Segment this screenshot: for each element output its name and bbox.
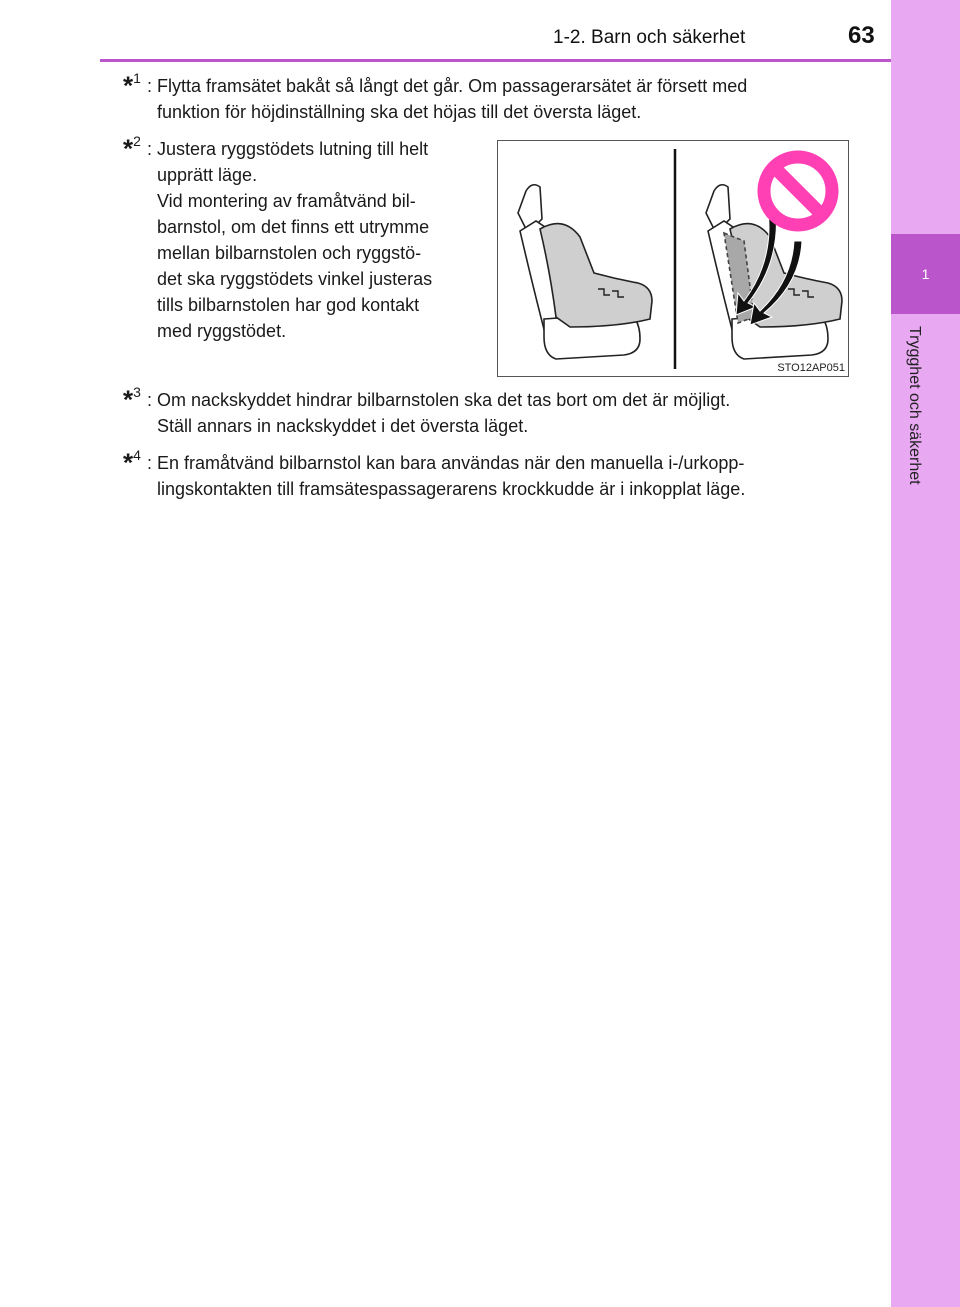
- prohibition-icon: [764, 157, 832, 225]
- note-2: *$^2$ : Justera ryggstödets lutning till helt upprätt läge. Vid montering av framåtvänd bil- barnstol, om det finns ett utrymme mellan bilbarnstolen och ryggstö- det ska ryggstödets vinkel justeras tills bilbarnstolen har god kontakt med ryggstödet.: [157, 136, 477, 344]
- note-line: tills bilbarnstolen har god kontakt: [157, 295, 420, 315]
- page-number: 63: [848, 22, 875, 49]
- chapter-title: Trygghet och säkerhet: [906, 326, 923, 485]
- note-line: med ryggstödet.: [157, 321, 287, 341]
- note-line: Vid montering av framåtvänd bil-: [157, 191, 416, 211]
- note-line: Justera ryggstödets lutning till helt: [157, 139, 429, 159]
- note-line: Om nackskyddet hindrar bilbarnstolen ska det tas bort om det är möjligt.: [157, 390, 731, 410]
- note-marker: *$^4$: [123, 447, 141, 478]
- child-seat: [540, 224, 652, 327]
- note-line: det ska ryggstödets vinkel justeras: [157, 269, 433, 289]
- seat-correct: [518, 185, 652, 359]
- note-1: *$^1$ : Flytta framsätet bakåt så långt det går. Om passagerarsätet är försett med funktion för höjdinställning ska det höjas till det översta läget.: [157, 73, 857, 125]
- note-marker: *$^3$: [123, 384, 141, 415]
- chapter-tab: [891, 234, 960, 314]
- note-line: Flytta framsätet bakåt så långt det går. Om passagerarsätet är försett med: [157, 76, 748, 96]
- note-line: mellan bilbarnstolen och ryggstö-: [157, 243, 422, 263]
- note-marker: *$^1$: [123, 70, 141, 101]
- chapter-number: 1: [921, 266, 930, 282]
- note-line: En framåtvänd bilbarnstol kan bara användas när den manuella i-/urkopp-: [157, 453, 745, 473]
- note-4: *$^4$ : En framåtvänd bilbarnstol kan bara användas när den manuella i-/urkopp- lingskontakten till framsätespassagerarens krockkudde är i inkopplat läge.: [157, 450, 857, 502]
- note-line: Ställ annars in nackskyddet i det översta läget.: [157, 416, 529, 436]
- seat-diagram: [498, 141, 848, 376]
- note-3: *$^3$ : Om nackskyddet hindrar bilbarnstolen ska det tas bort om det är möjligt. Ställ annars in nackskyddet i det översta läget.: [157, 387, 857, 439]
- seat-illustration: [497, 140, 849, 377]
- note-marker: *$^2$: [123, 133, 141, 164]
- section-title: 1-2. Barn och säkerhet: [553, 27, 746, 48]
- note-line: lingskontakten till framsätespassagerarens krockkudde är i inkopplat läge.: [157, 479, 746, 499]
- note-line: barnstol, om det finns ett utrymme: [157, 217, 430, 237]
- note-line: upprätt läge.: [157, 165, 258, 185]
- side-strip: [891, 0, 960, 1307]
- figure-code: STO12AP051: [777, 362, 845, 374]
- note-line: funktion för höjdinställning ska det höjas till det översta läget.: [157, 102, 642, 122]
- header-rule: [100, 59, 891, 62]
